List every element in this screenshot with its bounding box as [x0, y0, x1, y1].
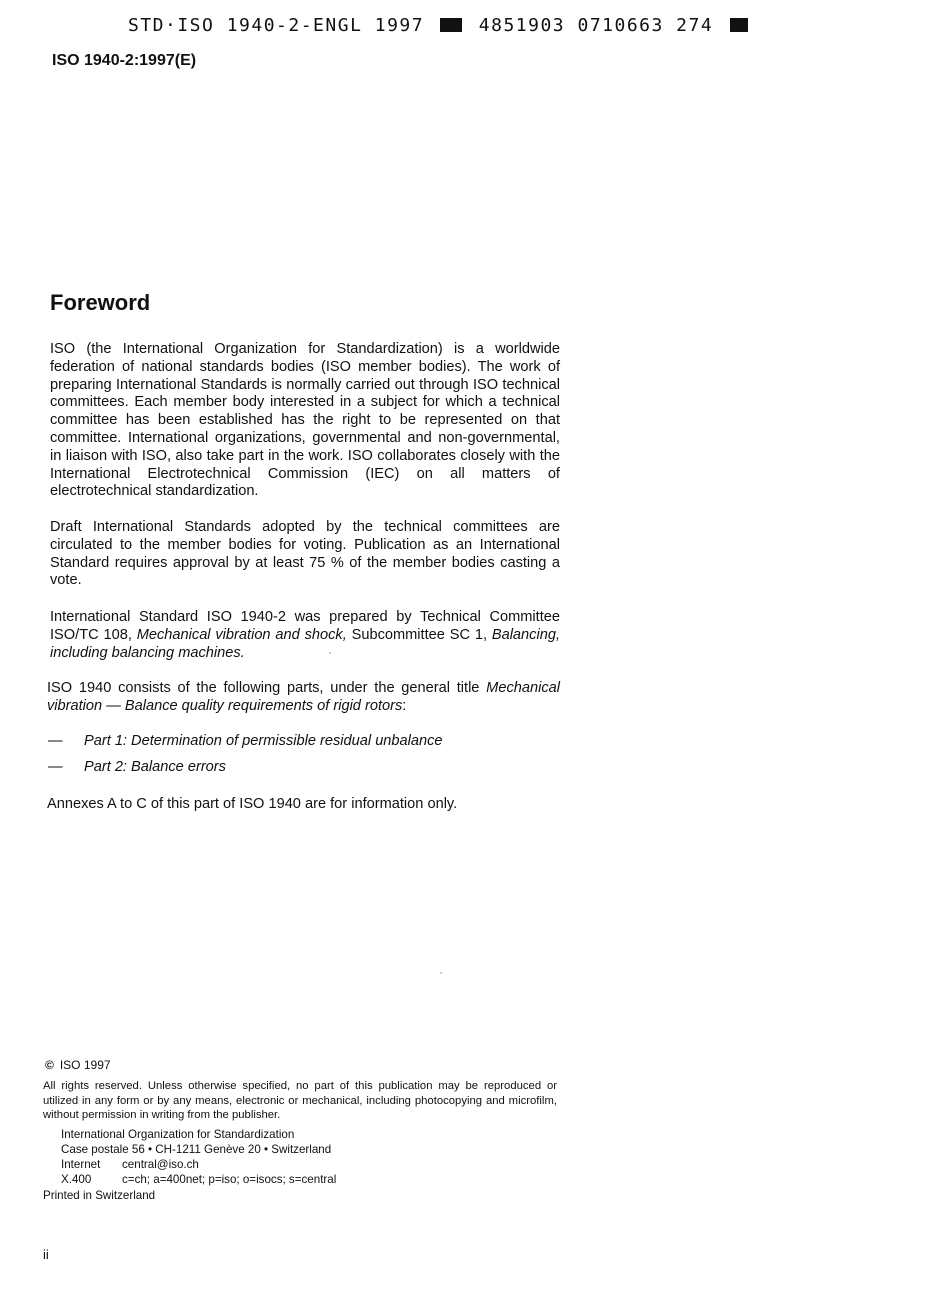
foreword-paragraph-4 [47, 680, 560, 716]
postal-address: Case postale 56 • CH-1211 Genève 20 • Switzerland [61, 1143, 332, 1156]
black-bar-icon [440, 18, 462, 32]
internet-row [61, 1157, 336, 1172]
internet-label: Internet [61, 1158, 101, 1171]
document-id: ISO 1940-2:1997(E) [52, 52, 197, 69]
subcommittee-title: Balancing, including balancing machines. [50, 626, 560, 661]
general-title: Mechanical vibration — Balance quality requirements of rigid rotors [47, 680, 560, 714]
catalog-number: 4851903 0710663 274 [478, 15, 714, 36]
p3-text: International Standard ISO 1940-2 was prepared by Technical Committee ISO/TC 108, [50, 609, 560, 643]
foreword-paragraph-3 [50, 609, 560, 662]
list-dash: — [48, 733, 63, 749]
copyright-notice: ISO 1997 [59, 1058, 111, 1072]
p4-text: : [402, 697, 407, 714]
foreword-title: Foreword [50, 290, 151, 315]
x400-label: X.400 [61, 1173, 92, 1186]
p4-text: ISO 1940 consists of the following parts, under the general title [47, 680, 487, 696]
scan-speck [329, 652, 331, 654]
copyright-line [45, 1058, 111, 1072]
publisher-address [61, 1127, 336, 1187]
internet-value: central@iso.ch [122, 1158, 199, 1171]
org-name: International Organization for Standardization [61, 1128, 295, 1141]
x400-row [61, 1172, 336, 1187]
rights-statement: All rights reserved. Unless otherwise specified, no part of this publication may be reproduced or utilized in any form or by any means, electronic or mechanical, including photocopying and microfilm, without permission in writing from the publisher. [43, 1080, 557, 1121]
x400-value: c=ch; a=400net; p=iso; o=isocs; s=central [122, 1173, 337, 1186]
foreword-paragraph-1: ISO (the International Organization for Standardization) is a worldwide federation of national standards bodies (ISO member bodies). The work of preparing International Standards is normally carried out through ISO technical committees. Each member body interested in a subject for which a technical committee has been established has the right to be represented on that committee. International organizations, governmental and non-governmental, in liaison with ISO, also take part in the work. ISO collaborates closely with the International Electrotechnical Commission (IEC) on all matters of electrotechnical standardization. [50, 341, 560, 500]
printed-in: Printed in Switzerland [43, 1189, 156, 1202]
list-item [48, 733, 443, 749]
page-number: ii [43, 1247, 49, 1262]
catalog-header-line [128, 15, 748, 36]
list-dash: — [48, 759, 63, 775]
scan-speck [440, 972, 442, 974]
std-code: STD·ISO 1940-2-ENGL 1997 [128, 15, 425, 36]
annex-note: Annexes A to C of this part of ISO 1940 are for information only. [47, 796, 458, 812]
part-label: Part 2: Balance errors [84, 759, 226, 775]
foreword-paragraph-2: Draft International Standards adopted by the technical committees are circulated to the member bodies for voting. Publication as an International Standard requires approval by at least 75 % of the member bodies casting a vote. [50, 519, 560, 589]
p3-text: Subcommittee SC 1, [346, 626, 492, 643]
list-item [48, 759, 226, 775]
committee-title: Mechanical vibration and shock, [136, 626, 347, 643]
black-bar-icon [730, 18, 748, 32]
copyright-icon: © [45, 1058, 54, 1072]
part-label: Part 1: Determination of permissible residual unbalance [84, 733, 443, 749]
